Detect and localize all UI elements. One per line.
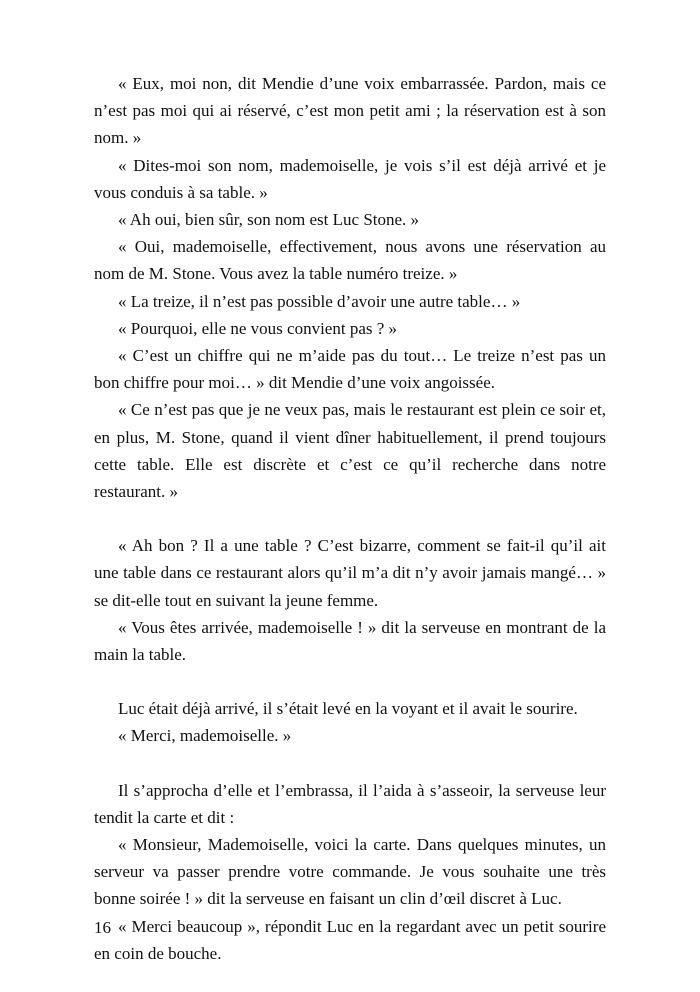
paragraph-15: « Merci beaucoup », répondit Luc en la regardant avec un petit sourire en coin de bouche. — [94, 916, 606, 963]
paragraph-11: Luc était déjà arrivé, il s’était levé en la voyant et il avait le sourire. — [118, 699, 578, 719]
paragraph-9: « Ah bon ? Il a une table ? C’est bizarre, comment se fait-il qu’il ait une table dans ce restaurant alors qu’il m’a dit n’y avoir jamais mangé… » se dit-elle tout en suivant la jeune femme. — [94, 536, 606, 610]
paragraph-gap — [94, 668, 606, 695]
paragraph-gap — [94, 505, 606, 532]
paragraph-4: « Oui, mademoiselle, effectivement, nous avons une réservation au nom de M. Stone. Vous avez la table numéro treize. » — [94, 237, 606, 284]
paragraph-3: « Ah oui, bien sûr, son nom est Luc Stone. » — [118, 210, 420, 230]
paragraph-2: « Dites-moi son nom, mademoiselle, je vois s’il est déjà arrivé et je vous conduis à sa table. » — [94, 155, 606, 202]
paragraph-5: « La treize, il n’est pas possible d’avoir une autre table… » — [118, 291, 521, 311]
paragraph-12: « Merci, mademoiselle. » — [118, 726, 292, 746]
paragraph-gap — [94, 750, 606, 777]
page-body — [94, 70, 606, 967]
paragraph-13: Il s’approcha d’elle et l’embrassa, il l’aida à s’asseoir, la serveuse leur tendit la carte et dit : — [94, 780, 606, 827]
paragraph-10: « Vous êtes arrivée, mademoiselle ! » dit la serveuse en montrant de la main la table. — [94, 617, 606, 665]
paragraph-1: « Eux, moi non, dit Mendie d’une voix embarrassée. Pardon, mais ce n’est pas moi qui ai réservé, c’est mon petit ami ; la réservation est à son nom. » — [94, 74, 606, 148]
paragraph-6: « Pourquoi, elle ne vous convient pas ? » — [118, 318, 398, 338]
page-number: 16 — [94, 918, 111, 937]
paragraph-7: « C’est un chiffre qui ne m’aide pas du tout… Le treize n’est pas un bon chiffre pour moi… » dit Mendie d’une voix angoissée. — [94, 346, 606, 393]
paragraph-14: « Monsieur, Mademoiselle, voici la carte. Dans quelques minutes, un serveur va passer prendre votre commande. Je vous souhaite une très bonne soirée ! » dit la serveuse en faisant un clin d’œil discret à Luc. — [94, 835, 606, 909]
paragraph-8: « Ce n’est pas que je ne veux pas, mais le restaurant est plein ce soir et, en plus, M. Stone, quand il vient dîner habituellement, il prend toujours cette table. Elle est discrète et c’est ce qu’il recherche dans notre restaurant. » — [94, 400, 606, 502]
